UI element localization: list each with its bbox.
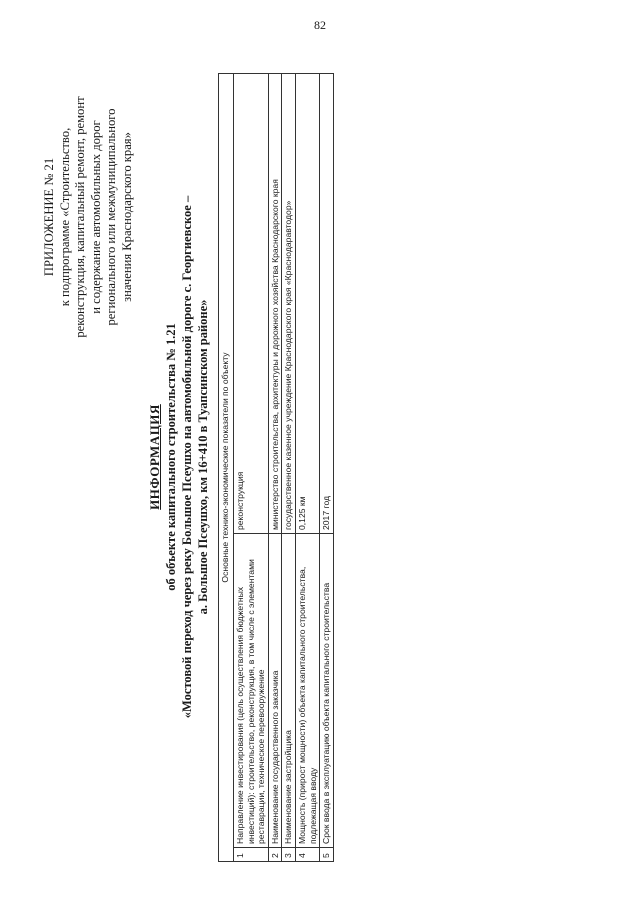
row-parameter: Мощность (прирост мощности) объекта капитального строительства, подлежащая вводу xyxy=(295,534,319,848)
row-value: реконструкция xyxy=(234,73,269,533)
info-subtitle: об объекте капитального строительства № 1.21 xyxy=(164,323,178,591)
row-number: 1 xyxy=(234,848,269,862)
row-value: 2017 год xyxy=(320,73,334,533)
indicators-table xyxy=(218,73,334,862)
appendix-line: значения Краснодарского края» xyxy=(119,132,134,302)
appendix-block xyxy=(42,62,136,372)
row-number: 3 xyxy=(282,848,296,862)
object-name-line: а. Большое Псеушхо, км 16+410 в Туапсинском районе» xyxy=(196,299,210,615)
object-name-line: «Мостовой переход через реку Большое Псеушхо на автомобильной дороге с. Георгиевское – xyxy=(180,195,194,719)
table-row xyxy=(320,73,334,861)
table-row xyxy=(234,73,269,861)
appendix-label: ПРИЛОЖЕНИЕ № 21 xyxy=(42,157,56,277)
table-row xyxy=(282,73,296,861)
appendix-line: реконструкция, капитальный ремонт, ремонт xyxy=(73,96,88,338)
table-header: Основные технико-экономические показатели по объекту xyxy=(219,73,234,861)
row-parameter: Срок ввода в эксплуатацию объекта капитального строительства xyxy=(320,534,334,848)
info-title: ИНФОРМАЦИЯ xyxy=(147,404,162,510)
row-value: министерство строительства, архитектуры и дорожного хозяйства Краснодарского края xyxy=(268,73,282,533)
row-value: 0,125 км xyxy=(295,73,319,533)
row-parameter: Наименование застройщика xyxy=(282,534,296,848)
row-value: государственное казенное учреждение Краснодарского края «Краснодаравтодор» xyxy=(282,73,296,533)
row-parameter: Наименование государственного заказчика xyxy=(268,534,282,848)
row-number: 5 xyxy=(320,848,334,862)
row-number: 2 xyxy=(268,848,282,862)
table-row xyxy=(268,73,282,861)
row-parameter: Направление инвестирования (цель осуществления бюджетных инвестиций): строительство, реконструкция, в том числе с элементами реставрации, техническое перевооружение xyxy=(234,534,269,848)
appendix-line: к подпрограмме «Строительство, xyxy=(57,127,72,307)
info-heading xyxy=(146,112,211,802)
appendix-line: регионального или межмуниципального xyxy=(104,108,119,326)
table-row xyxy=(295,73,319,861)
appendix-line: и содержание автомобильных дорог xyxy=(88,120,103,314)
rotated-page-content xyxy=(38,62,558,862)
page-number: 82 xyxy=(314,18,326,32)
row-number: 4 xyxy=(295,848,319,862)
table-header-row xyxy=(219,73,234,861)
